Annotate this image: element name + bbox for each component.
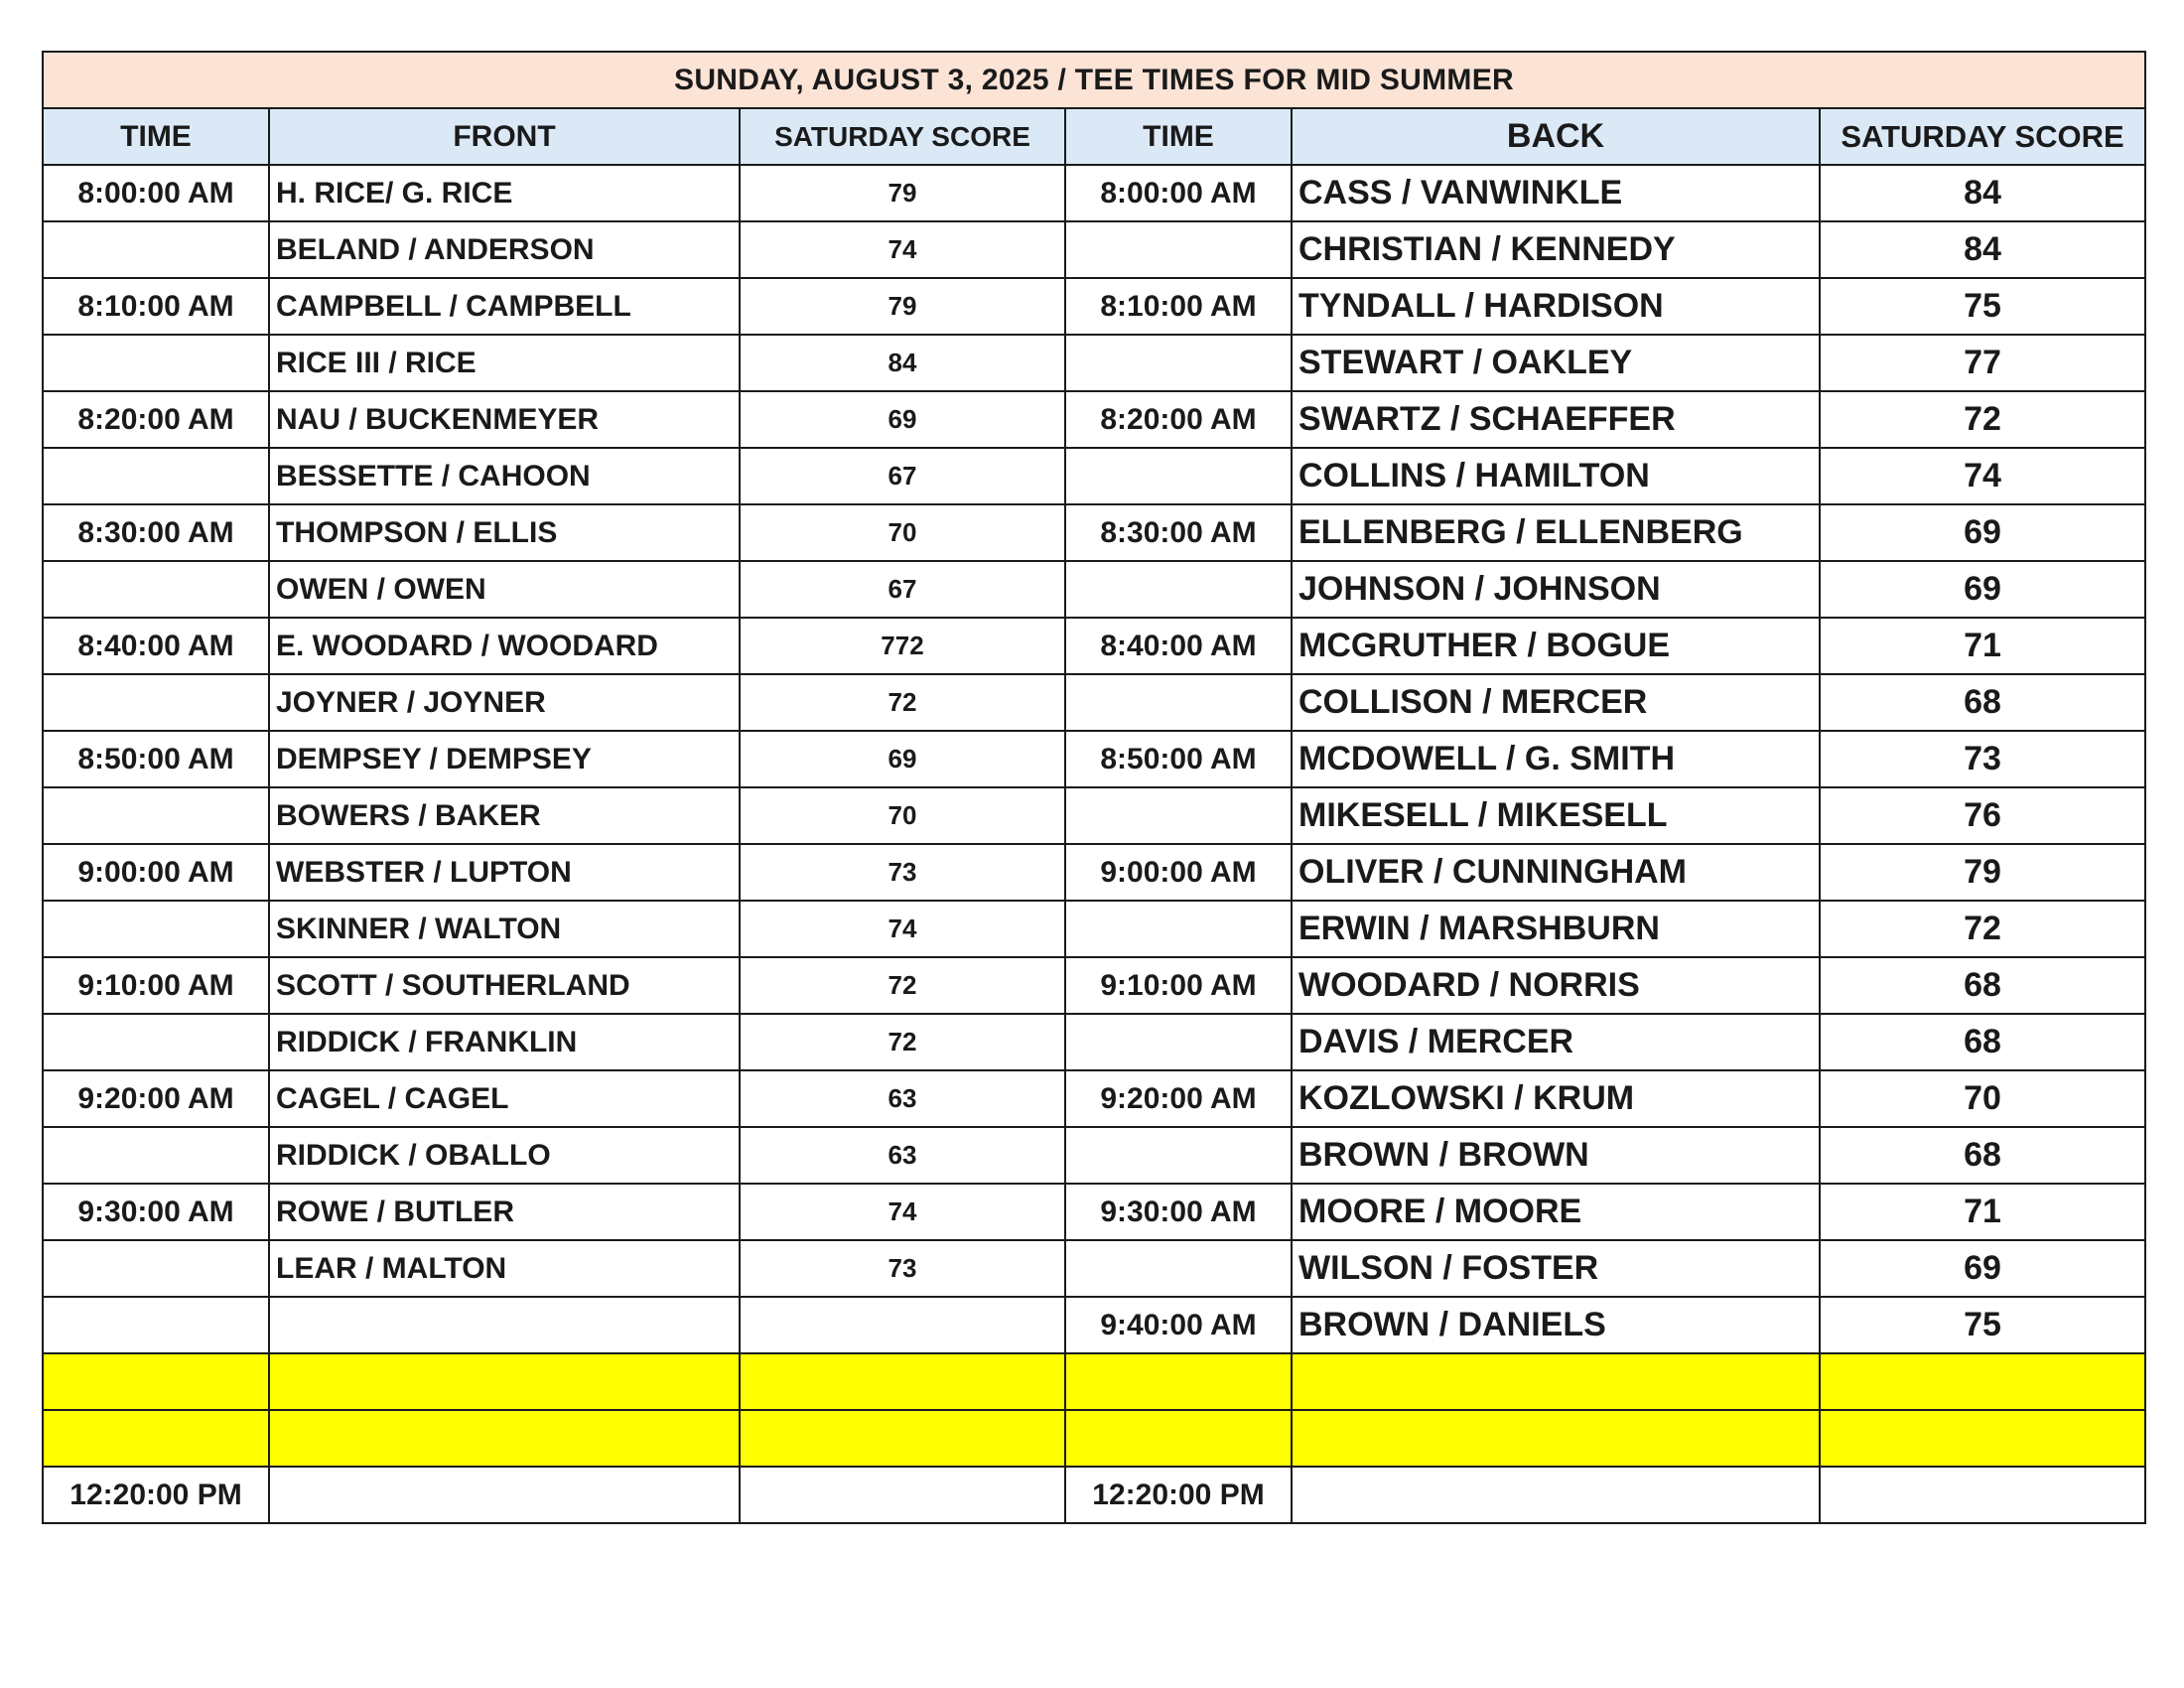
front-tee-time: 9:20:00 AM <box>43 1070 269 1127</box>
front-saturday-score: 73 <box>740 844 1065 901</box>
front-pairing: LEAR / MALTON <box>269 1240 740 1297</box>
header-back-time: TIME <box>1065 108 1292 165</box>
back-tee-time <box>1065 674 1292 731</box>
front-pairing: BELAND / ANDERSON <box>269 221 740 278</box>
front-tee-time: 8:10:00 AM <box>43 278 269 335</box>
front-saturday-score: 67 <box>740 448 1065 504</box>
back-pairing: CHRISTIAN / KENNEDY <box>1292 221 1820 278</box>
front-tee-time <box>43 448 269 504</box>
table-row <box>43 1184 2145 1240</box>
back-tee-time <box>1065 221 1292 278</box>
back-saturday-score: 69 <box>1820 1240 2145 1297</box>
back-tee-time: 8:00:00 AM <box>1065 165 1292 221</box>
back-saturday-score: 69 <box>1820 504 2145 561</box>
table-row <box>43 1467 2145 1523</box>
back-tee-time <box>1065 787 1292 844</box>
front-pairing <box>269 1410 740 1467</box>
front-pairing: RIDDICK / OBALLO <box>269 1127 740 1184</box>
front-pairing: SKINNER / WALTON <box>269 901 740 957</box>
back-tee-time <box>1065 561 1292 618</box>
front-pairing: ROWE / BUTLER <box>269 1184 740 1240</box>
front-saturday-score <box>740 1297 1065 1353</box>
front-tee-time <box>43 1353 269 1410</box>
front-saturday-score: 63 <box>740 1070 1065 1127</box>
back-pairing: MIKESELL / MIKESELL <box>1292 787 1820 844</box>
back-saturday-score: 75 <box>1820 1297 2145 1353</box>
back-pairing: TYNDALL / HARDISON <box>1292 278 1820 335</box>
table-row <box>43 957 2145 1014</box>
front-pairing: JOYNER / JOYNER <box>269 674 740 731</box>
highlighted-empty-row <box>43 1410 2145 1467</box>
table-row <box>43 221 2145 278</box>
front-saturday-score: 84 <box>740 335 1065 391</box>
front-pairing: WEBSTER / LUPTON <box>269 844 740 901</box>
back-tee-time <box>1065 1353 1292 1410</box>
front-saturday-score: 79 <box>740 278 1065 335</box>
back-saturday-score: 84 <box>1820 165 2145 221</box>
back-pairing: WOODARD / NORRIS <box>1292 957 1820 1014</box>
front-tee-time <box>43 1014 269 1070</box>
front-saturday-score: 69 <box>740 731 1065 787</box>
front-saturday-score: 72 <box>740 674 1065 731</box>
back-saturday-score: 71 <box>1820 1184 2145 1240</box>
back-saturday-score <box>1820 1467 2145 1523</box>
back-tee-time <box>1065 448 1292 504</box>
back-saturday-score: 72 <box>1820 901 2145 957</box>
front-tee-time: 8:50:00 AM <box>43 731 269 787</box>
header-front: FRONT <box>269 108 740 165</box>
back-tee-time: 8:50:00 AM <box>1065 731 1292 787</box>
table-row <box>43 504 2145 561</box>
table-row <box>43 1297 2145 1353</box>
back-pairing: OLIVER / CUNNINGHAM <box>1292 844 1820 901</box>
front-tee-time <box>43 1297 269 1353</box>
table-row <box>43 674 2145 731</box>
front-tee-time: 8:30:00 AM <box>43 504 269 561</box>
front-tee-time <box>43 674 269 731</box>
back-tee-time: 9:20:00 AM <box>1065 1070 1292 1127</box>
sheet-title: SUNDAY, AUGUST 3, 2025 / TEE TIMES FOR MID SUMMER <box>43 52 2145 108</box>
back-saturday-score: 68 <box>1820 1127 2145 1184</box>
table-row <box>43 391 2145 448</box>
front-saturday-score: 79 <box>740 165 1065 221</box>
front-tee-time <box>43 1240 269 1297</box>
back-tee-time: 12:20:00 PM <box>1065 1467 1292 1523</box>
back-saturday-score: 68 <box>1820 674 2145 731</box>
front-pairing: RICE III / RICE <box>269 335 740 391</box>
table-row <box>43 278 2145 335</box>
header-row <box>43 108 2145 165</box>
table-row <box>43 1127 2145 1184</box>
back-tee-time <box>1065 1240 1292 1297</box>
front-pairing <box>269 1467 740 1523</box>
front-pairing <box>269 1297 740 1353</box>
front-pairing: THOMPSON / ELLIS <box>269 504 740 561</box>
front-pairing: E. WOODARD / WOODARD <box>269 618 740 674</box>
front-pairing: H. RICE/ G. RICE <box>269 165 740 221</box>
front-tee-time <box>43 1127 269 1184</box>
table-row <box>43 618 2145 674</box>
front-tee-time <box>43 561 269 618</box>
front-saturday-score: 72 <box>740 957 1065 1014</box>
back-saturday-score: 79 <box>1820 844 2145 901</box>
back-pairing: STEWART / OAKLEY <box>1292 335 1820 391</box>
back-saturday-score <box>1820 1353 2145 1410</box>
highlighted-empty-row <box>43 1353 2145 1410</box>
front-tee-time: 9:10:00 AM <box>43 957 269 1014</box>
back-pairing: DAVIS / MERCER <box>1292 1014 1820 1070</box>
front-saturday-score: 72 <box>740 1014 1065 1070</box>
front-tee-time: 8:40:00 AM <box>43 618 269 674</box>
back-pairing: ERWIN / MARSHBURN <box>1292 901 1820 957</box>
back-tee-time <box>1065 1127 1292 1184</box>
back-pairing: CASS / VANWINKLE <box>1292 165 1820 221</box>
front-pairing: NAU / BUCKENMEYER <box>269 391 740 448</box>
header-front-score: SATURDAY SCORE <box>740 108 1065 165</box>
back-pairing: JOHNSON / JOHNSON <box>1292 561 1820 618</box>
front-tee-time: 8:00:00 AM <box>43 165 269 221</box>
table-row <box>43 448 2145 504</box>
back-pairing: ELLENBERG / ELLENBERG <box>1292 504 1820 561</box>
back-saturday-score: 84 <box>1820 221 2145 278</box>
back-tee-time <box>1065 1410 1292 1467</box>
back-saturday-score: 68 <box>1820 1014 2145 1070</box>
back-pairing <box>1292 1410 1820 1467</box>
back-pairing: BROWN / BROWN <box>1292 1127 1820 1184</box>
table-row <box>43 1070 2145 1127</box>
back-saturday-score: 73 <box>1820 731 2145 787</box>
back-tee-time <box>1065 1014 1292 1070</box>
back-pairing: COLLISON / MERCER <box>1292 674 1820 731</box>
tee-times-table <box>42 51 2146 1524</box>
front-saturday-score: 74 <box>740 1184 1065 1240</box>
back-saturday-score <box>1820 1410 2145 1467</box>
back-pairing: KOZLOWSKI / KRUM <box>1292 1070 1820 1127</box>
front-saturday-score: 772 <box>740 618 1065 674</box>
table-row <box>43 901 2145 957</box>
front-tee-time <box>43 221 269 278</box>
back-pairing <box>1292 1467 1820 1523</box>
front-pairing: RIDDICK / FRANKLIN <box>269 1014 740 1070</box>
front-pairing <box>269 1353 740 1410</box>
back-saturday-score: 70 <box>1820 1070 2145 1127</box>
header-back-score: SATURDAY SCORE <box>1820 108 2145 165</box>
back-saturday-score: 75 <box>1820 278 2145 335</box>
back-tee-time: 9:40:00 AM <box>1065 1297 1292 1353</box>
front-saturday-score: 67 <box>740 561 1065 618</box>
table-row <box>43 561 2145 618</box>
back-saturday-score: 76 <box>1820 787 2145 844</box>
back-pairing: WILSON / FOSTER <box>1292 1240 1820 1297</box>
table-row <box>43 1014 2145 1070</box>
back-pairing: COLLINS / HAMILTON <box>1292 448 1820 504</box>
front-tee-time: 12:20:00 PM <box>43 1467 269 1523</box>
back-pairing: BROWN / DANIELS <box>1292 1297 1820 1353</box>
table-row <box>43 787 2145 844</box>
front-tee-time: 9:00:00 AM <box>43 844 269 901</box>
front-tee-time <box>43 335 269 391</box>
front-saturday-score <box>740 1467 1065 1523</box>
back-pairing: MOORE / MOORE <box>1292 1184 1820 1240</box>
back-pairing <box>1292 1353 1820 1410</box>
back-saturday-score: 72 <box>1820 391 2145 448</box>
front-pairing: CAMPBELL / CAMPBELL <box>269 278 740 335</box>
front-saturday-score <box>740 1410 1065 1467</box>
back-pairing: MCDOWELL / G. SMITH <box>1292 731 1820 787</box>
back-saturday-score: 74 <box>1820 448 2145 504</box>
front-saturday-score: 74 <box>740 901 1065 957</box>
front-tee-time <box>43 901 269 957</box>
front-pairing: CAGEL / CAGEL <box>269 1070 740 1127</box>
front-saturday-score: 70 <box>740 787 1065 844</box>
header-back: BACK <box>1292 108 1820 165</box>
front-pairing: OWEN / OWEN <box>269 561 740 618</box>
table-row <box>43 844 2145 901</box>
front-pairing: BESSETTE / CAHOON <box>269 448 740 504</box>
front-pairing: DEMPSEY / DEMPSEY <box>269 731 740 787</box>
front-tee-time: 9:30:00 AM <box>43 1184 269 1240</box>
table-row <box>43 335 2145 391</box>
table-row <box>43 1240 2145 1297</box>
front-pairing: BOWERS / BAKER <box>269 787 740 844</box>
header-front-time: TIME <box>43 108 269 165</box>
back-saturday-score: 68 <box>1820 957 2145 1014</box>
back-pairing: SWARTZ / SCHAEFFER <box>1292 391 1820 448</box>
back-saturday-score: 77 <box>1820 335 2145 391</box>
tee-time-rows <box>43 165 2145 1523</box>
back-tee-time: 9:10:00 AM <box>1065 957 1292 1014</box>
back-saturday-score: 71 <box>1820 618 2145 674</box>
back-pairing: MCGRUTHER / BOGUE <box>1292 618 1820 674</box>
back-tee-time: 9:30:00 AM <box>1065 1184 1292 1240</box>
back-tee-time <box>1065 335 1292 391</box>
back-tee-time: 8:20:00 AM <box>1065 391 1292 448</box>
front-saturday-score: 63 <box>740 1127 1065 1184</box>
front-saturday-score: 74 <box>740 221 1065 278</box>
back-tee-time <box>1065 901 1292 957</box>
back-tee-time: 8:30:00 AM <box>1065 504 1292 561</box>
back-tee-time: 9:00:00 AM <box>1065 844 1292 901</box>
front-tee-time <box>43 787 269 844</box>
back-tee-time: 8:40:00 AM <box>1065 618 1292 674</box>
front-tee-time <box>43 1410 269 1467</box>
front-pairing: SCOTT / SOUTHERLAND <box>269 957 740 1014</box>
table-row <box>43 165 2145 221</box>
back-tee-time: 8:10:00 AM <box>1065 278 1292 335</box>
front-saturday-score: 69 <box>740 391 1065 448</box>
back-saturday-score: 69 <box>1820 561 2145 618</box>
front-saturday-score: 73 <box>740 1240 1065 1297</box>
front-tee-time: 8:20:00 AM <box>43 391 269 448</box>
front-saturday-score <box>740 1353 1065 1410</box>
table-row <box>43 731 2145 787</box>
front-saturday-score: 70 <box>740 504 1065 561</box>
